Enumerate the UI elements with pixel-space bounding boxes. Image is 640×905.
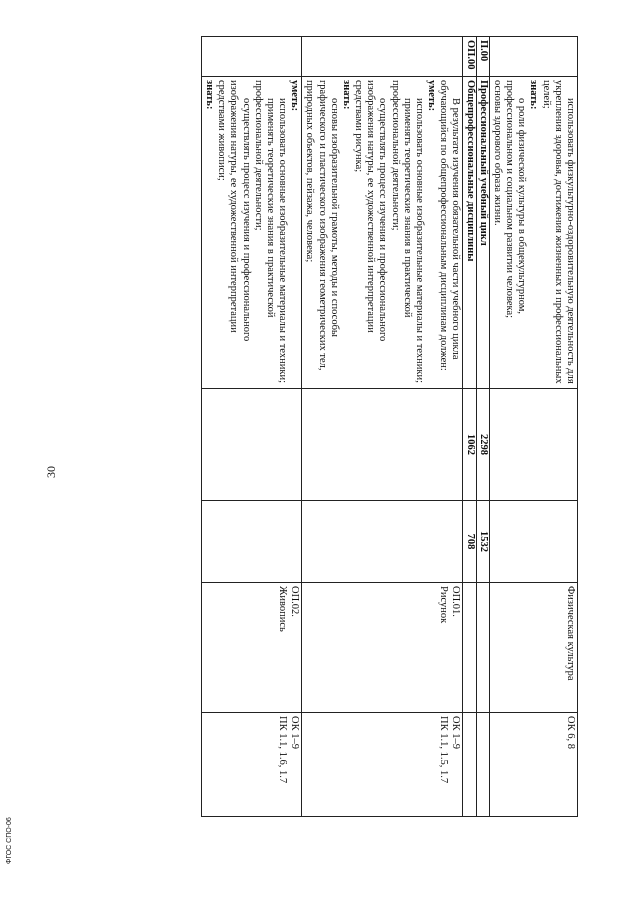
skill-line: использовать основные изобразительные материалы и техники; — [413, 98, 425, 383]
skill-line: осуществлять процесс изучения и профессионального изображения натуры, ее художественной интерпретации средствами рисунка; — [353, 80, 389, 342]
cell-code — [302, 37, 463, 77]
subject-name: Рисунок — [438, 586, 450, 624]
cell-max-load — [302, 389, 463, 501]
cell-subject — [463, 583, 476, 713]
know-label: знать: — [204, 80, 216, 110]
general-competencies: ОК 1–9 — [289, 716, 301, 749]
table-row-p00 — [476, 37, 489, 817]
know-label: знать: — [340, 80, 352, 110]
cell-required-load — [201, 501, 301, 583]
cell-subject — [201, 583, 301, 713]
skill-line: применять теоретические знания в практической профессиональной деятельности; — [252, 80, 276, 318]
cell-code — [201, 37, 301, 77]
cell-max-load — [201, 389, 301, 501]
skills-label: уметь: — [289, 80, 301, 112]
cell-competencies — [463, 713, 476, 817]
curriculum-table-rotated — [78, 36, 578, 816]
skill-line: применять теоретические знания в практической профессиональной деятельности; — [389, 80, 413, 318]
cell-max-load: 2298 — [476, 389, 489, 501]
cell-description — [201, 77, 301, 389]
cell-code: ОП.00 — [463, 37, 476, 77]
cell-required-load: 1532 — [476, 501, 489, 583]
knowledge-line: основы здорового образа жизни. — [491, 80, 503, 226]
cell-competencies — [302, 713, 463, 817]
cell-max-load: 1062 — [463, 389, 476, 501]
cell-required-load — [302, 501, 463, 583]
skill-line: осуществлять процесс изучения и профессионального изображения натуры, ее художественной интерпретации средствами живописи; — [216, 80, 252, 342]
cell-code — [489, 37, 577, 77]
cell-subject — [476, 583, 489, 713]
cell-required-load — [489, 501, 577, 583]
know-label: знать: — [528, 80, 540, 110]
cell-competencies — [476, 713, 489, 817]
cell-required-load: 708 — [463, 501, 476, 583]
cell-subject — [302, 583, 463, 713]
skills-label: уметь: — [426, 80, 438, 112]
cell-competencies: ОК 6, 8 — [489, 713, 577, 817]
cell-code: П.00 — [476, 37, 489, 77]
page-number: 30 — [44, 466, 58, 478]
professional-competencies: ПК 1.1, 1.5, 1.7 — [438, 716, 450, 784]
table-row-op02 — [201, 37, 301, 817]
curriculum-table — [201, 36, 578, 817]
subject-code: ОП.02. — [289, 586, 301, 617]
cell-description — [489, 77, 577, 389]
footer-code: ФГОС СПО-06 — [6, 817, 13, 864]
intro-text: В результате изучения обязательной части учебного цикла обучающийся по общепрофессиональным дисциплинам должен: — [438, 80, 462, 371]
skill-line: использовать физкультурно-оздоровительную деятельность для укрепления здоровья, достижения жизненных и профессиональных целей; — [540, 80, 576, 384]
table-row-continuation — [489, 37, 577, 817]
subject-name: Живопись — [277, 586, 289, 632]
cell-description: Общепрофессиональные дисциплины — [463, 77, 476, 389]
cell-description: Профессиональный учебный цикл — [476, 77, 489, 389]
table-row-op00 — [463, 37, 476, 817]
cell-subject: Физическая культура — [489, 583, 577, 713]
professional-competencies: ПК 1.1, 1.6, 1.7 — [277, 716, 289, 784]
skill-line: использовать основные изобразительные материалы и техники; — [277, 98, 289, 383]
cell-competencies — [201, 713, 301, 817]
general-competencies: ОК 1–9 — [450, 716, 462, 749]
knowledge-line: основы изобразительной грамоты, методы и способы графического и пластического изображения геометрических тел, природных объектов, пейзажа, человека; — [304, 80, 340, 371]
table-row-op01 — [302, 37, 463, 817]
subject-code: ОП.01. — [450, 586, 462, 617]
knowledge-line: о роли физической культуры в общекультурном, профессиональном и социальном развитии человека; — [504, 80, 528, 319]
cell-max-load — [489, 389, 577, 501]
cell-description — [302, 77, 463, 389]
